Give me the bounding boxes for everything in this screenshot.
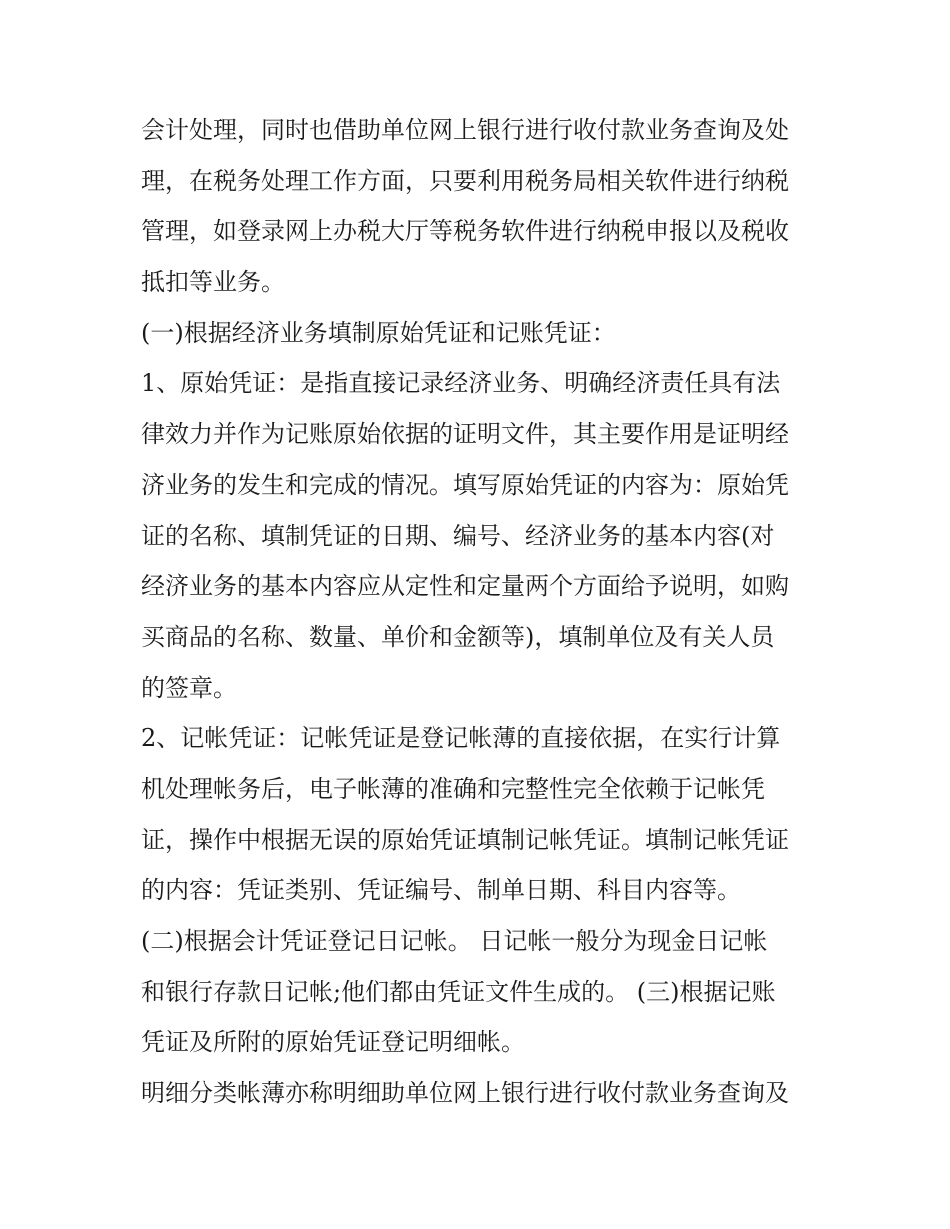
text-line: 证，操作中根据无误的原始凭证填制记帐凭证。填制记帐凭证: [141, 825, 789, 854]
text-line: 律效力并作为记账原始依据的证明文件，其主要作用是证明经: [141, 420, 789, 449]
text-line: 管理，如登录网上办税大厅等税务软件进行纳税申报以及税收: [141, 217, 789, 246]
body-text: [141, 108, 841, 1122]
text-line: 凭证及所附的原始凭证登记明细帐。: [141, 1028, 525, 1057]
text-line: 的内容：凭证类别、凭证编号、制单日期、科目内容等。: [141, 876, 741, 905]
text-line: 抵扣等业务。: [141, 268, 285, 297]
text-line: 明细分类帐薄亦称明细助单位网上银行进行收付款业务查询及: [141, 1079, 789, 1108]
text-line: 机处理帐务后，电子帐薄的准确和完整性完全依赖于记帐凭: [141, 774, 765, 803]
text-line: 证的名称、填制凭证的日期、编号、经济业务的基本内容(对: [141, 521, 775, 550]
text-line: 2、记帐凭证：记帐凭证是登记帐薄的直接依据，在实行计算: [141, 724, 781, 753]
text-line: 和银行存款日记帐;他们都由凭证文件生成的。 (三)根据记账: [141, 977, 776, 1006]
text-line: 买商品的名称、数量、单价和金额等)，填制单位及有关人员: [141, 622, 775, 651]
text-line: 经济业务的基本内容应从定性和定量两个方面给予说明，如购: [141, 572, 789, 601]
text-line: 会计处理，同时也借助单位网上银行进行收付款业务查询及处: [141, 116, 789, 144]
text-line: 理，在税务处理工作方面，只要利用税务局相关软件进行纳税: [141, 166, 789, 195]
section-heading: (一)根据经济业务填制原始凭证和记账凭证：: [141, 318, 616, 347]
section-heading: (二)根据会计凭证登记日记帐。 日记帐一般分为现金日记帐: [141, 927, 768, 955]
text-line: 济业务的发生和完成的情况。填写原始凭证的内容为：原始凭: [141, 470, 789, 499]
text-line: 1、原始凭证：是指直接记录经济业务、明确经济责任具有法: [141, 369, 781, 398]
text-line: 的签章。: [141, 673, 237, 702]
